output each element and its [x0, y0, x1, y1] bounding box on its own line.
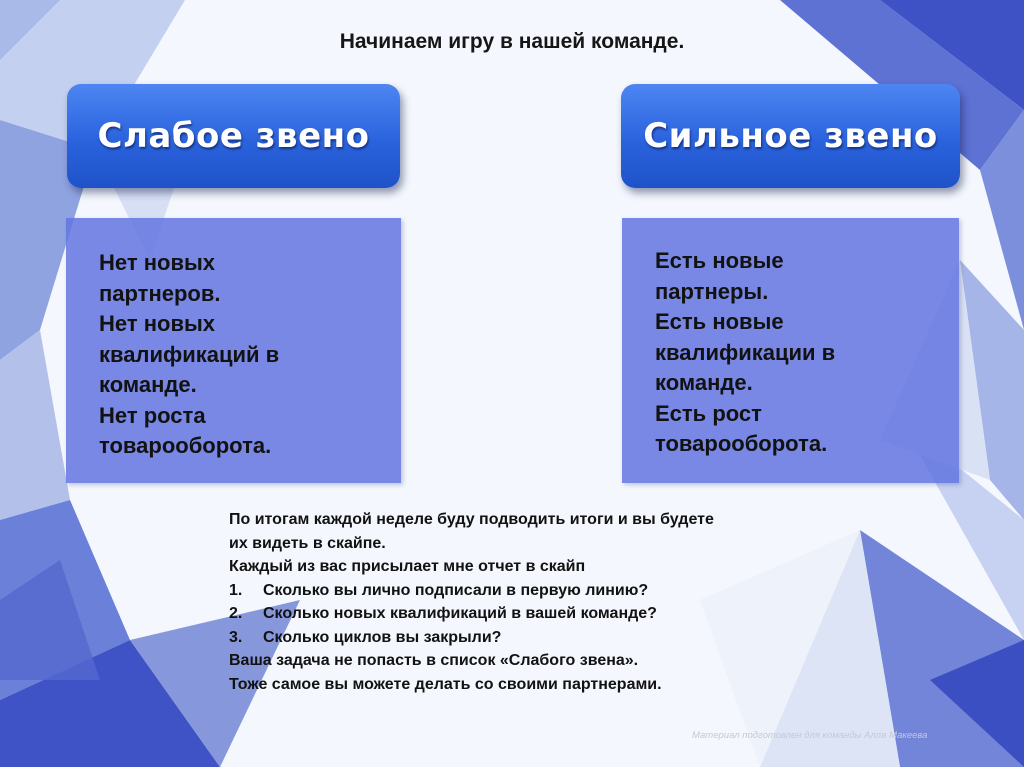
strong-line: квалификации в [655, 339, 836, 365]
outro-line: Ваша задача не попасть в список «Слабого звена». [229, 652, 639, 669]
weak-line: команде. [99, 372, 197, 397]
intro-line: их видеть в скайпе. [229, 534, 386, 552]
strong-line: Есть новые [655, 248, 784, 273]
question-item [229, 602, 869, 626]
weak-line: товарооборота. [99, 433, 272, 458]
weak-line: Нет новых [99, 250, 215, 275]
weak-link-header-label: Слабое звено [97, 116, 370, 156]
weak-link-panel [66, 218, 401, 483]
strong-line: команде. [655, 370, 753, 395]
outro-line: Тоже самое вы можете делать со своими партнерами. [229, 675, 662, 693]
question-text: Сколько циклов вы закрыли? [263, 628, 502, 646]
strong-line: Есть рост [655, 400, 762, 426]
question-number: 3. [229, 628, 243, 646]
intro-line: По итогам каждой неделе буду подводить итоги и вы будете [229, 511, 714, 528]
strong-line: товарооборота. [655, 431, 828, 456]
question-item [229, 626, 869, 650]
strong-line: Есть новые [655, 309, 784, 334]
weak-line: квалификаций в [99, 341, 280, 367]
strong-link-panel [622, 218, 959, 483]
footer-credit: Материал подготовлен для команды Алла Макеева [692, 730, 928, 741]
weak-line: Нет новых [99, 311, 215, 336]
question-text: Сколько новых квалификаций в вашей команде? [263, 605, 657, 622]
question-text: Сколько вы лично подписали в первую линию? [263, 581, 649, 599]
strong-link-header [621, 84, 960, 188]
weak-line: Нет роста [99, 402, 206, 428]
question-item [229, 579, 869, 603]
question-number: 2. [229, 605, 243, 622]
strong-link-text [655, 246, 835, 460]
instructions-text [229, 508, 869, 696]
strong-link-header-label: Сильное звено [643, 116, 938, 156]
strong-line: партнеры. [655, 278, 769, 304]
slide-title: Начинаем игру в нашей команде. [339, 30, 685, 53]
question-number: 1. [229, 581, 243, 599]
weak-link-text [99, 248, 279, 462]
weak-link-header [67, 84, 400, 188]
weak-line: партнеров. [99, 280, 221, 306]
intro-line: Каждый из вас присылает мне отчет в скайп [229, 558, 586, 575]
